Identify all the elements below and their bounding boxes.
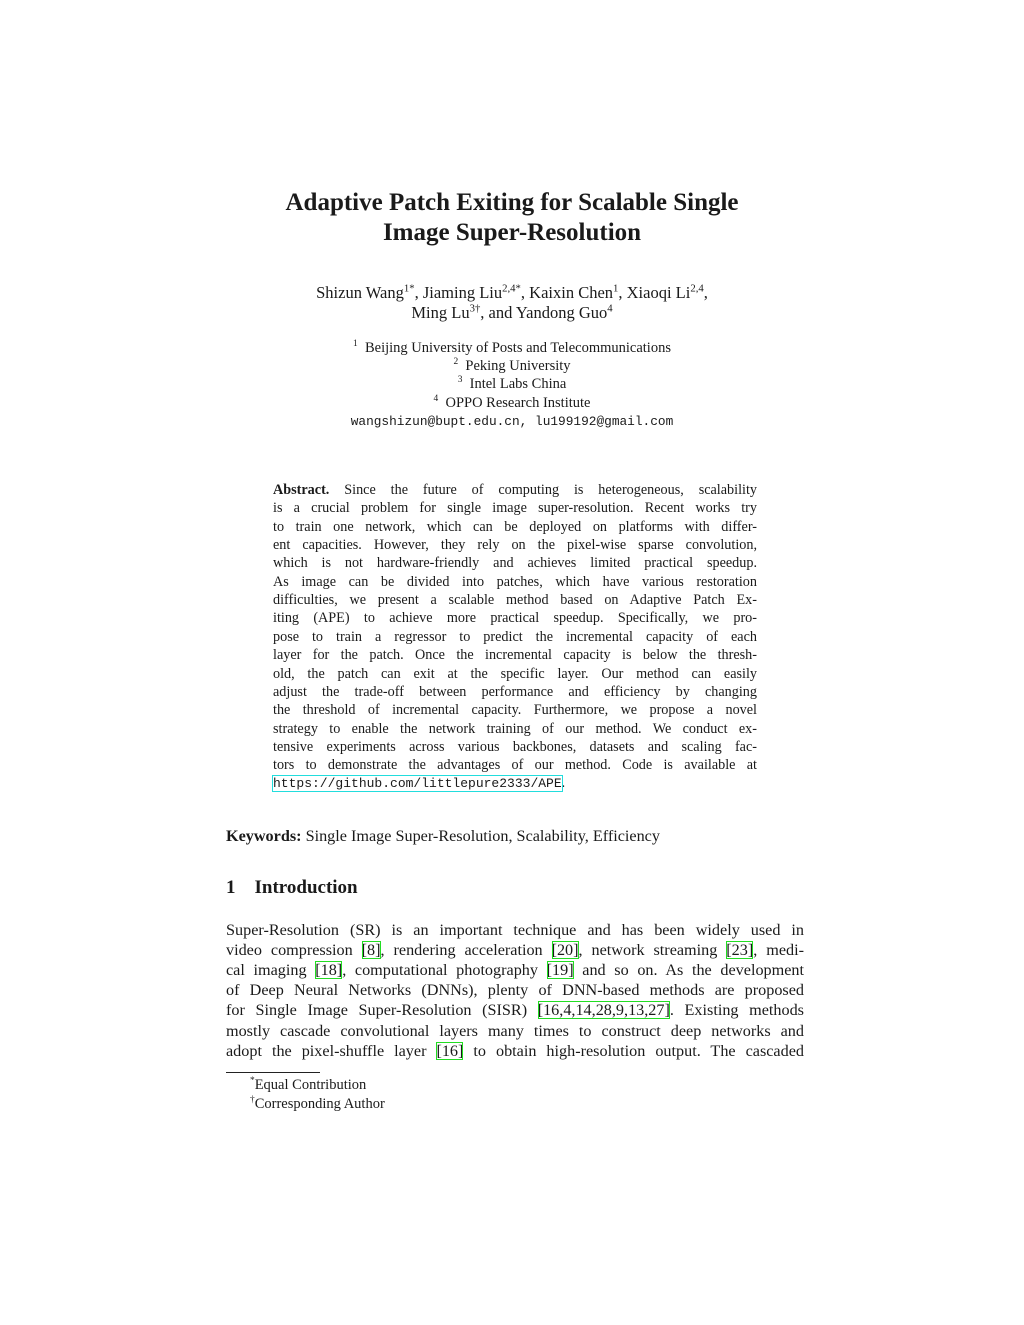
footnote-mark: *	[250, 1076, 255, 1087]
abstract-text: to train one network, which can be deployed on platforms with differ-	[273, 518, 757, 535]
citation-link[interactable]: [16,4,14,28,9,13,27]	[537, 1001, 670, 1020]
abstract-line	[273, 738, 757, 756]
author-sup: 2,4*	[502, 282, 521, 295]
citation-link[interactable]: [16]	[436, 1041, 464, 1060]
abstract-line	[273, 499, 757, 517]
affiliation-num: 1	[353, 339, 358, 350]
affiliation	[0, 394, 1024, 412]
affiliation	[0, 357, 1024, 375]
abstract-line	[273, 518, 757, 536]
paper-title-line-1: Adaptive Patch Exiting for Scalable Single	[285, 189, 739, 216]
paragraph-text: , medi-	[753, 941, 804, 960]
paragraph-text: . Existing methods	[669, 1001, 804, 1020]
paragraph-text: for Single Image Super-Resolution (SISR)	[226, 1001, 538, 1020]
abstract-line	[273, 609, 757, 627]
affiliation-num: 2	[453, 357, 459, 368]
footnote-text: Corresponding Author	[254, 1096, 385, 1112]
author-name: Xiaoqi Li	[626, 283, 691, 302]
abstract-line	[273, 554, 757, 572]
author-name: Ming Lu	[411, 303, 470, 322]
punctuation: .	[561, 775, 566, 791]
author-sup: 1	[613, 282, 619, 295]
citation-link[interactable]: [23]	[726, 941, 754, 960]
affiliation-name: OPPO Research Institute	[445, 395, 591, 411]
abstract-label: Abstract.	[273, 482, 330, 498]
affiliation-num: 4	[433, 394, 439, 405]
paragraph-text: Super-Resolution (SR) is an important technique and has been widely used in	[226, 921, 804, 939]
paragraph-text: cal imaging	[226, 961, 316, 980]
abstract-line	[273, 591, 757, 609]
abstract-line	[273, 646, 757, 664]
author-name: Jiaming Liu	[422, 283, 503, 302]
abstract-line	[273, 573, 757, 591]
abstract-text: the threshold of incremental capacity. Furthermore, we propose a novel	[273, 702, 757, 719]
abstract-link-line	[273, 774, 757, 793]
affiliation	[0, 339, 1024, 357]
abstract-line	[273, 536, 757, 554]
footnote-text: Equal Contribution	[254, 1077, 367, 1093]
paragraph-line	[226, 960, 804, 980]
paragraph-text: of Deep Neural Networks (DNNs), plenty of DNN-based methods are proposed	[226, 981, 804, 1000]
author-sup: 2,4	[690, 282, 704, 295]
paper-title-line-2: Image Super-Resolution	[382, 219, 642, 246]
keywords-label: Keywords:	[226, 827, 302, 845]
author-emails: wangshizun@bupt.edu.cn, lu199192@gmail.com	[350, 414, 674, 429]
abstract-text: tors to demonstrate the advantages of our method. Code is available at	[273, 757, 757, 774]
keywords	[226, 826, 660, 846]
section-number: 1	[226, 877, 236, 898]
section-title: Introduction	[254, 877, 358, 898]
abstract-line	[273, 628, 757, 646]
citation-link[interactable]: [8]	[361, 941, 381, 960]
paragraph-text: , rendering acceleration	[380, 941, 552, 960]
abstract-text: iting (APE) to achieve more practical speedup. Specifically, we pro-	[273, 610, 757, 627]
abstract-line	[273, 481, 757, 499]
abstract-line	[273, 683, 757, 701]
footnote-rule	[226, 1072, 320, 1073]
paragraph-text: adopt the pixel-shuffle layer	[226, 1041, 437, 1060]
paragraph-line	[226, 1000, 804, 1020]
abstract-text: As image can be divided into patches, which have various restoration	[273, 573, 757, 590]
abstract-text: difficulties, we present a scalable method based on Adaptive Patch Ex-	[273, 592, 757, 609]
citation-link[interactable]: [18]	[315, 961, 343, 980]
footnote	[250, 1076, 366, 1094]
abstract-text: Since the future of computing is heterogeneous, scalability	[344, 482, 757, 498]
paragraph-text: , network streaming	[578, 941, 727, 960]
paragraph-line	[226, 1041, 804, 1061]
code-link[interactable]: https://github.com/littlepure2333/APE	[273, 776, 562, 791]
footnote-mark: †	[250, 1095, 255, 1106]
abstract-text: is a crucial problem for single image super-resolution. Recent works try	[273, 500, 757, 517]
abstract-text: tensive experiments across various backbones, datasets and scaling fac-	[273, 738, 757, 755]
authors-line-2: Ming $Lu^{3\dagger}$, and Yandong Guo$^4$	[411, 302, 613, 322]
paragraph-line	[226, 920, 804, 940]
abstract-line	[273, 665, 757, 683]
affiliation-name: Intel Labs China	[469, 376, 567, 392]
author-name: Kaixin Chen	[529, 283, 614, 302]
abstract-text: which is not hardware-friendly and achieves limited practical speedup.	[273, 555, 757, 572]
footnote	[250, 1095, 385, 1113]
author-sup: 4	[607, 302, 613, 315]
abstract-text: ent capacities. However, they rely on the pixel-wise sparse convolution,	[273, 537, 757, 554]
section-heading	[226, 876, 358, 900]
abstract-text: strategy to enable the network training of our method. We conduct ex-	[273, 720, 757, 737]
citation-link[interactable]: [20]	[551, 941, 579, 960]
author-sup: 3†	[469, 302, 481, 315]
citation-link[interactable]: [19]	[546, 961, 574, 980]
paragraph-text: and so on. As the development	[573, 961, 805, 980]
affiliation-name: Peking University	[465, 358, 571, 374]
paragraph-text: mostly cascade convolutional layers many times to construct deep networks and	[226, 1021, 804, 1040]
abstract-text: adjust the trade-off between performance and efficiency by changing	[273, 683, 757, 700]
affiliation-num: 3	[457, 375, 463, 386]
abstract-line	[273, 701, 757, 719]
paragraph-line	[226, 980, 804, 1000]
author-name: Shizun Wang	[316, 283, 404, 302]
affiliation	[0, 375, 1024, 393]
abstract-line	[273, 756, 757, 774]
paragraph-text: , computational photography	[342, 961, 547, 980]
authors-line-1: Shizun Wang$^{1*}$, Jiaming Liu$^{2,4*}$, Kaixin Chen$^1$, Xiaoqi Li$^{2,4}$,	[316, 282, 708, 302]
paragraph-line	[226, 1021, 804, 1041]
author-name: and Yandong Guo	[488, 303, 608, 322]
paragraph-line	[226, 940, 804, 960]
affiliation-name: Beijing University of Posts and Telecommunications	[364, 340, 671, 356]
abstract-text: old, the patch can exit at the specific layer. Our method can easily	[273, 665, 757, 682]
paragraph-text: video compression	[226, 941, 362, 960]
author-sup: 1*	[403, 282, 415, 295]
abstract-line	[273, 720, 757, 738]
paragraph-text: to obtain high-resolution output. The cascaded	[463, 1041, 804, 1060]
abstract-text: pose to train a regressor to predict the incremental capacity of each	[273, 628, 757, 645]
keywords-text: Single Image Super-Resolution, Scalability, Efficiency	[305, 827, 660, 845]
abstract-text: layer for the patch. Once the incremental capacity is below the thresh-	[273, 647, 757, 664]
